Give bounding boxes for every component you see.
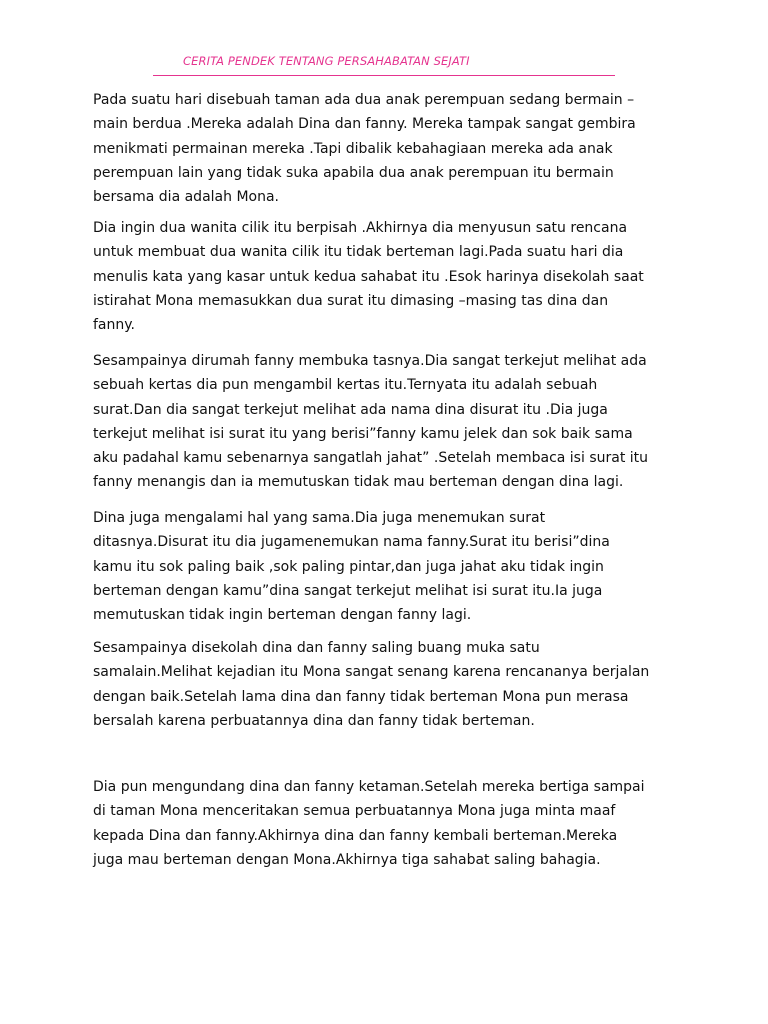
- paragraph-line: bersalah karena perbuatannya dina dan fanny tidak berteman.: [93, 712, 535, 729]
- paragraph-line: berteman dengan kamu”dina sangat terkejut melihat isi surat itu.Ia juga: [93, 582, 603, 599]
- paragraph-line: perempuan lain yang tidak suka apabila dua anak perempuan itu bermain: [93, 164, 614, 181]
- paragraph-line: Sesampainya dirumah fanny membuka tasnya.Dia sangat terkejut melihat ada: [93, 353, 647, 369]
- paragraph-line: aku padahal kamu sebenarnya sangatlah jahat” .Setelah membaca isi surat itu: [93, 450, 649, 467]
- document-title: CERITA PENDEK TENTANG PERSAHABATAN SEJATI: [183, 54, 470, 68]
- paragraph-line: menikmati permainan mereka .Tapi dibalik kebahagiaan mereka ada anak: [93, 140, 613, 157]
- title-underline: [153, 75, 615, 76]
- paragraph-6: [93, 775, 683, 872]
- paragraph-line: kamu itu sok paling baik ,sok paling pintar,dan juga jahat aku tidak ingin: [93, 558, 604, 575]
- paragraph-line: istirahat Mona memasukkan dua surat itu dimasing –masing tas dina dan: [93, 292, 609, 309]
- paragraph-4: [93, 506, 683, 627]
- paragraph-line: Pada suatu hari disebuah taman ada dua anak perempuan sedang bermain –: [93, 92, 635, 108]
- paragraph-line: kepada Dina dan fanny.Akhirnya dina dan fanny kembali berteman.Mereka: [93, 827, 618, 844]
- paragraph-line: samalain.Melihat kejadian itu Mona sangat senang karena rencananya berjalan: [93, 664, 650, 681]
- paragraph-line: Dia ingin dua wanita cilik itu berpisah .Akhirnya dia menyusun satu rencana: [93, 220, 628, 236]
- paragraph-line: surat.Dan dia sangat terkejut melihat ada nama dina disurat itu .Dia juga: [93, 401, 608, 418]
- paragraph-line: memutuskan tidak ingin berteman dengan fanny lagi.: [93, 607, 472, 624]
- paragraph-line: sebuah kertas dia pun mengambil kertas itu.Ternyata itu adalah sebuah: [93, 377, 598, 394]
- paragraph-line: dengan baik.Setelah lama dina dan fanny tidak berteman Mona pun merasa: [93, 688, 629, 705]
- paragraph-2: [93, 216, 683, 337]
- paragraph-line: ditasnya.Disurat itu dia jugamenemukan nama fanny.Surat itu berisi”dina: [93, 534, 610, 551]
- paragraph-line: Sesampainya disekolah dina dan fanny saling buang muka satu: [93, 640, 540, 656]
- paragraph-line: Dia pun mengundang dina dan fanny ketaman.Setelah mereka bertiga sampai: [93, 779, 645, 795]
- paragraph-5: [93, 636, 683, 733]
- paragraph-line: menulis kata yang kasar untuk kedua sahabat itu .Esok harinya disekolah saat: [93, 268, 644, 285]
- paragraph-line: di taman Mona menceritakan semua perbuatannya Mona juga minta maaf: [93, 803, 616, 820]
- paragraph-line: untuk membuat dua wanita cilik itu tidak berteman lagi.Pada suatu hari dia: [93, 244, 624, 261]
- paragraph-3: [93, 349, 683, 495]
- paragraph-line: terkejut melihat isi surat itu yang berisi”fanny kamu jelek dan sok baik sama: [93, 425, 633, 442]
- paragraph-line: Dina juga mengalami hal yang sama.Dia juga menemukan surat: [93, 510, 546, 526]
- paragraph-line: juga mau berteman dengan Mona.Akhirnya tiga sahabat saling bahagia.: [93, 851, 601, 868]
- paragraph-line: main berdua .Mereka adalah Dina dan fanny. Mereka tampak sangat gembira: [93, 116, 636, 133]
- paragraph-line: fanny menangis dan ia memutuskan tidak mau berteman dengan dina lagi.: [93, 474, 624, 491]
- paragraph-line: fanny.: [93, 317, 135, 334]
- paragraph-line: bersama dia adalah Mona.: [93, 189, 279, 206]
- paragraph-1: [93, 88, 683, 209]
